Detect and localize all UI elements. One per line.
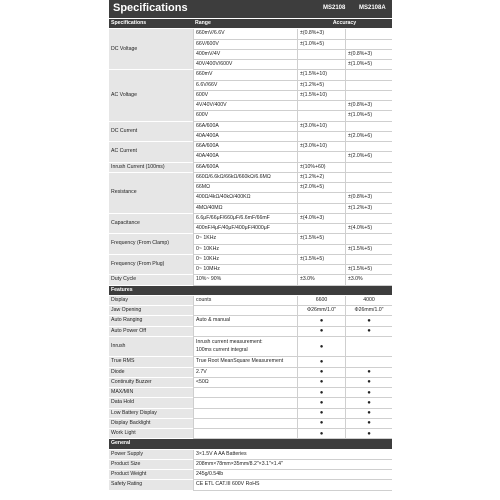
accuracy-ms2108-cell: ±(1.2%+5) xyxy=(297,81,345,91)
feature-detail xyxy=(193,398,297,408)
accuracy-ms2108-cell xyxy=(297,101,345,111)
feature-dot-ms2108: ● xyxy=(297,316,345,326)
feature-dot-ms2108: ● xyxy=(297,368,345,378)
spec-range-cell: 0~ 10KHz xyxy=(193,245,297,255)
feature-label: Diode xyxy=(109,368,193,378)
spec-range-cell: 0~ 10KHz xyxy=(193,255,297,265)
feature-dot-ms2108a: ● xyxy=(345,429,392,439)
general-header: General xyxy=(109,439,392,449)
model-ms2108a: MS2108A xyxy=(359,5,386,11)
feature-dot-ms2108: ● xyxy=(297,388,345,398)
spec-group-label: DC Voltage xyxy=(109,29,193,70)
feature-label: MAX/MIN xyxy=(109,388,193,398)
accuracy-ms2108a-cell xyxy=(345,142,392,152)
accuracy-ms2108a-cell: ±(1.0%+5) xyxy=(345,111,392,121)
feature-ms2108a-cell xyxy=(345,337,392,358)
feature-label: Auto Power Off xyxy=(109,327,193,337)
feature-ms2108-cell: 6600 xyxy=(297,296,345,306)
accuracy-ms2108-cell xyxy=(297,193,345,203)
accuracy-ms2108-cell: ±(4.0%+3) xyxy=(297,214,345,224)
feature-ms2108-cell: Φ26mm/1.0" xyxy=(297,306,345,316)
feature-label: Data Hold xyxy=(109,398,193,408)
feature-detail xyxy=(193,337,297,358)
accuracy-ms2108a-cell xyxy=(345,234,392,244)
feature-dot-ms2108a: ● xyxy=(345,327,392,337)
accuracy-ms2108a-cell: ±(2.0%+6) xyxy=(345,132,392,142)
spec-range-cell: 6.6V/66V xyxy=(193,81,297,91)
feature-ms2108a-cell: 4000 xyxy=(345,296,392,306)
features-header: Features xyxy=(109,286,392,296)
accuracy-ms2108-cell: ±3.0% xyxy=(297,275,345,285)
accuracy-ms2108-cell xyxy=(297,204,345,214)
feature-detail xyxy=(193,419,297,429)
feature-dot-ms2108a: ● xyxy=(345,409,392,419)
accuracy-ms2108-cell: ±(0.8%+3) xyxy=(297,29,345,39)
feature-dot-ms2108a: ● xyxy=(345,368,392,378)
feature-dot-ms2108: ● xyxy=(297,327,345,337)
spec-group-label: Frequency (From Plug) xyxy=(109,255,193,276)
feature-detail-line: 100ms current integral xyxy=(196,347,248,353)
spec-range-cell: 66A/600A xyxy=(193,122,297,132)
spec-range-cell: 40A/400A xyxy=(193,132,297,142)
feature-dot-ms2108a: ● xyxy=(345,388,392,398)
spec-table xyxy=(109,19,392,498)
spec-range-cell: 66V/600V xyxy=(193,40,297,50)
feature-dot-ms2108: ● xyxy=(297,398,345,408)
feature-dot-ms2108: ● xyxy=(297,357,345,367)
feature-label: Display xyxy=(109,296,193,306)
feature-label: Auto Ranging xyxy=(109,316,193,326)
accuracy-ms2108a-cell xyxy=(345,173,392,183)
spec-range-cell: 66MΩ xyxy=(193,183,297,193)
accuracy-ms2108-cell xyxy=(297,152,345,162)
accuracy-ms2108-cell xyxy=(297,60,345,70)
feature-detail xyxy=(193,429,297,439)
spec-range-cell: 66A/600A xyxy=(193,142,297,152)
general-value: 208mm×78mm×35mm/8.2"×3.1"×1.4" xyxy=(193,460,392,470)
accuracy-ms2108-cell: ±(1.5%+10) xyxy=(297,70,345,80)
accuracy-ms2108-cell: ±(1.2%+2) xyxy=(297,173,345,183)
accuracy-ms2108a-cell: ±(0.8%+3) xyxy=(345,193,392,203)
accuracy-ms2108-cell: ±(3.0%+10) xyxy=(297,122,345,132)
general-label: Safety Rating xyxy=(109,480,193,490)
accuracy-ms2108-cell xyxy=(297,111,345,121)
accuracy-ms2108a-cell: ±(1.5%+5) xyxy=(345,245,392,255)
accuracy-ms2108a-cell xyxy=(345,214,392,224)
page-title: Specifications xyxy=(113,2,188,14)
accuracy-ms2108a-cell xyxy=(345,183,392,193)
accuracy-ms2108a-cell xyxy=(345,29,392,39)
feature-dot-ms2108: ● xyxy=(297,378,345,388)
feature-dot-ms2108a: ● xyxy=(345,398,392,408)
spec-range-cell: 660mV xyxy=(193,70,297,80)
accuracy-ms2108-cell xyxy=(297,245,345,255)
accuracy-ms2108-cell xyxy=(297,265,345,275)
feature-detail: counts xyxy=(193,296,297,306)
spec-group-label: Inrush Current (100ms) xyxy=(109,163,193,173)
accuracy-ms2108a-cell: ±(4.0%+5) xyxy=(345,224,392,234)
accuracy-ms2108a-cell: ±(0.8%+3) xyxy=(345,50,392,60)
spec-group-label: AC Voltage xyxy=(109,70,193,121)
feature-detail: 2.7V xyxy=(193,368,297,378)
accuracy-ms2108-cell: ±(2.0%+5) xyxy=(297,183,345,193)
accuracy-ms2108a-cell: ±(1.0%+5) xyxy=(345,60,392,70)
accuracy-ms2108-cell: ±(1.5%+10) xyxy=(297,91,345,101)
accuracy-ms2108a-cell: ±(2.0%+6) xyxy=(345,152,392,162)
accuracy-ms2108a-cell xyxy=(345,122,392,132)
feature-dot-ms2108a: ● xyxy=(345,378,392,388)
feature-dot-ms2108: ● xyxy=(297,337,345,358)
spec-group-label: Frequency (From Clamp) xyxy=(109,234,193,255)
accuracy-ms2108a-cell xyxy=(345,255,392,265)
spec-header-range: Range xyxy=(193,19,297,29)
accuracy-ms2108-cell: ±(1.5%+5) xyxy=(297,255,345,265)
spec-group-label: Resistance xyxy=(109,173,193,214)
feature-dot-ms2108: ● xyxy=(297,409,345,419)
feature-detail xyxy=(193,306,297,316)
accuracy-ms2108-cell: ±(1.5%+5) xyxy=(297,234,345,244)
spec-group-label: Duty Cycle xyxy=(109,275,193,285)
accuracy-ms2108a-cell xyxy=(345,81,392,91)
feature-detail xyxy=(193,409,297,419)
spec-range-cell: 600V xyxy=(193,91,297,101)
accuracy-ms2108a-cell xyxy=(345,91,392,101)
accuracy-ms2108-cell xyxy=(297,132,345,142)
spec-group-label: AC Current xyxy=(109,142,193,163)
feature-label: Work Light xyxy=(109,429,193,439)
accuracy-ms2108-cell: ±(10%+60) xyxy=(297,163,345,173)
spec-range-cell: 6.6μF/66μF/660μF/6.6mF/66mF xyxy=(193,214,297,224)
feature-label: Inrush xyxy=(109,337,193,358)
spec-range-cell: 40V/400V/600V xyxy=(193,60,297,70)
feature-dot-ms2108a: ● xyxy=(345,419,392,429)
general-label: Product Weight xyxy=(109,470,193,480)
spec-range-cell: 660Ω/6.6kΩ/66kΩ/660kΩ/6.6MΩ xyxy=(193,173,297,183)
feature-label: Display Backlight xyxy=(109,419,193,429)
general-value: 245g/0.54lb xyxy=(193,470,392,480)
feature-dot-ms2108a: ● xyxy=(345,316,392,326)
spec-range-cell: 660mV/6.6V xyxy=(193,29,297,39)
feature-detail-line: Inrush current measurement: xyxy=(196,338,263,345)
spec-range-cell: 0~ 10MHz xyxy=(193,265,297,275)
spec-sheet xyxy=(109,0,392,500)
spec-group-label: Capacitance xyxy=(109,214,193,235)
spec-header-accuracy: Accuracy xyxy=(297,19,392,29)
accuracy-ms2108-cell xyxy=(297,224,345,234)
accuracy-ms2108a-cell xyxy=(345,163,392,173)
spec-range-cell: 400Ω/4kΩ/40kΩ/400KΩ xyxy=(193,193,297,203)
feature-detail xyxy=(193,327,297,337)
accuracy-ms2108a-cell: ±3.0% xyxy=(345,275,392,285)
feature-dot-ms2108: ● xyxy=(297,419,345,429)
general-value: CE ETL CAT.III 600V RoHS xyxy=(193,480,392,490)
spec-range-cell: 0~ 1KHz xyxy=(193,234,297,244)
spec-header-label: Specifications xyxy=(109,19,193,29)
spec-group-label: DC Current xyxy=(109,122,193,143)
feature-detail xyxy=(193,388,297,398)
feature-label: Low Battery Display xyxy=(109,409,193,419)
feature-ms2108a-cell xyxy=(345,357,392,367)
accuracy-ms2108a-cell xyxy=(345,40,392,50)
feature-label: Jaw Opening xyxy=(109,306,193,316)
spec-range-cell: 600V xyxy=(193,111,297,121)
feature-detail: <50Ω xyxy=(193,378,297,388)
feature-label: True RMS xyxy=(109,357,193,367)
feature-ms2108a-cell: Φ26mm/1.0" xyxy=(345,306,392,316)
model-ms2108: MS2108 xyxy=(323,5,346,11)
spec-range-cell: 4MΩ/40MΩ xyxy=(193,204,297,214)
feature-detail: True Root MeanSquare Measurement xyxy=(193,357,297,367)
general-label: Product Size xyxy=(109,460,193,470)
general-value: 3×1.5V A AA Batteries xyxy=(193,450,392,460)
title-banner xyxy=(109,0,392,18)
feature-dot-ms2108: ● xyxy=(297,429,345,439)
spec-range-cell: 400nF/4μF/40μF/400μF/4000μF xyxy=(193,224,297,234)
feature-detail: Auto & manual xyxy=(193,316,297,326)
spec-range-cell: 66A/600A xyxy=(193,163,297,173)
spec-range-cell: 10%~ 90% xyxy=(193,275,297,285)
spec-range-cell: 40A/400A xyxy=(193,152,297,162)
general-label: Power Supply xyxy=(109,450,193,460)
accuracy-ms2108a-cell: ±(1.5%+5) xyxy=(345,265,392,275)
accuracy-ms2108a-cell: ±(0.8%+3) xyxy=(345,101,392,111)
accuracy-ms2108-cell: ±(3.0%+10) xyxy=(297,142,345,152)
accuracy-ms2108-cell: ±(1.0%+5) xyxy=(297,40,345,50)
accuracy-ms2108-cell xyxy=(297,50,345,60)
spec-range-cell: 400mV/4V xyxy=(193,50,297,60)
spec-range-cell: 4V/40V/400V xyxy=(193,101,297,111)
accuracy-ms2108a-cell: ±(1.2%+3) xyxy=(345,204,392,214)
accuracy-ms2108a-cell xyxy=(345,70,392,80)
feature-label: Continuity Buzzer xyxy=(109,378,193,388)
